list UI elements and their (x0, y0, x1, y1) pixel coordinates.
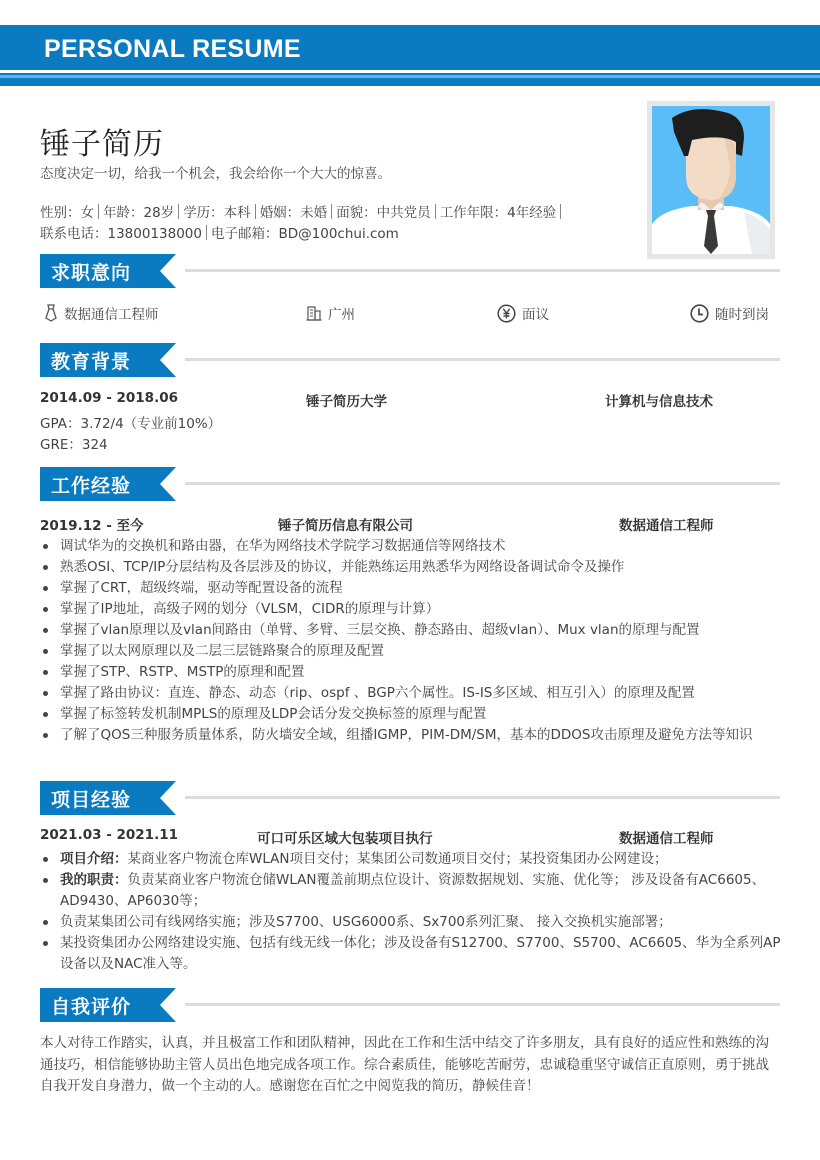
yen-icon (497, 304, 516, 323)
info-age: 年龄：28岁 (103, 205, 175, 221)
info-experience-years: 工作年限：4年经验 (439, 205, 557, 221)
section-title: 项目经验 (51, 789, 132, 811)
list-item (40, 912, 785, 933)
avatar-man-icon (652, 106, 770, 254)
list-item: 熟悉OSI、TCP/IP分层结构及各层涉及的协议，并能熟练运用熟悉华为网络设备调试命令及操作 (40, 557, 785, 578)
section-title: 求职意向 (51, 262, 132, 284)
list-item (40, 870, 785, 912)
section-title: 教育背景 (51, 351, 132, 373)
intent-city-label: 广州 (328, 307, 355, 323)
bullet-text: 某商业客户物流仓库WLAN项目交付；某集团公司数通项目交付；某投资集团办公网建设； (127, 851, 668, 867)
section-title: 自我评价 (51, 996, 132, 1018)
project-details-list (40, 849, 785, 975)
project-period: 2021.03 - 2021.11 (40, 827, 178, 843)
education-gre: GRE：324 (40, 437, 108, 453)
section-rule (185, 796, 780, 799)
resume-banner-title: PERSONAL RESUME (44, 35, 301, 63)
header-divider (0, 70, 820, 73)
candidate-name: 锤子简历 (40, 127, 164, 162)
info-email: 电子邮箱：BD@100chui.com (210, 226, 399, 242)
divider (178, 204, 179, 219)
job-intent-row (40, 303, 780, 325)
tie-icon (44, 304, 58, 322)
divider (98, 204, 99, 219)
list-item: 掌握了STP、RSTP、MSTP的原理和配置 (40, 662, 785, 683)
self-evaluation-text: 本人对待工作踏实，认真，并且极富工作和团队精神，因此在工作和生活中结交了许多朋友，具有良好的适应性和熟练的沟通技巧，相信能够协助主管人员出色地完成各项工作。综合素质佳，能够吃苦耐劳，忠诚稳重坚守诚信正直原则，勇于挑战自我开发自身潜力，做一个主动的人。感谢您在百忙之中阅览我的简历，静候佳音！ (40, 1035, 769, 1094)
list-item: 掌握了vlan原理以及vlan间路由（单臂、多臂、三层交换、静态路由、超级vlan）、Mux vlan的原理与配置 (40, 620, 785, 641)
avatar (652, 106, 770, 254)
bullet-label: 项目介绍： (60, 851, 128, 867)
header-accent-stripe (0, 75, 820, 78)
divider (331, 204, 332, 219)
divider (560, 204, 561, 219)
bullet-label: 我的职责： (60, 872, 128, 888)
education-school: 锤子简历大学 (306, 394, 387, 410)
education-entry-header (40, 390, 780, 410)
intent-position-label: 数据通信工程师 (64, 307, 159, 323)
building-icon (306, 305, 322, 321)
info-phone: 联系电话：13800138000 (40, 226, 202, 242)
section-title: 工作经验 (51, 475, 132, 497)
divider (255, 204, 256, 219)
section-work-experience (40, 467, 780, 501)
divider (435, 204, 436, 219)
personal-info-line-2 (40, 222, 399, 242)
bullet-text: 负责某集团公司有线网络实施；涉及S7700、USG6000系、Sx700系列汇聚、 接入交换机实施部署； (60, 914, 672, 930)
list-item: 掌握了以太网原理以及二层三层链路聚合的原理及配置 (40, 641, 785, 662)
intent-salary (497, 303, 549, 323)
project-name: 可口可乐区域大包装项目执行 (257, 831, 433, 847)
education-period: 2014.09 - 2018.06 (40, 390, 178, 406)
work-position: 数据通信工程师 (619, 518, 714, 534)
intent-availability-label: 随时到岗 (715, 307, 769, 323)
section-rule (185, 482, 780, 485)
list-item: 掌握了IP地址，高级子网的划分（VLSM，CIDR的原理与计算） (40, 599, 785, 620)
intent-availability (690, 303, 769, 323)
intent-city (306, 303, 355, 323)
work-entry-header (40, 514, 780, 534)
project-role: 数据通信工程师 (619, 831, 714, 847)
clock-icon (690, 304, 709, 323)
section-job-intent (40, 254, 780, 288)
info-political: 面貌：中共党员 (336, 205, 431, 221)
section-rule (185, 1003, 780, 1006)
section-education (40, 343, 780, 377)
work-duties-list (40, 536, 785, 746)
intent-position (44, 303, 159, 323)
project-entry-header (40, 827, 780, 847)
section-self-evaluation (40, 988, 780, 1022)
candidate-motto: 态度决定一切，给我一个机会，我会给你一个大大的惊喜。 (40, 166, 391, 182)
section-project-experience (40, 781, 780, 815)
list-item: 掌握了路由协议：直连、静态、动态（rip、ospf 、BGP六个属性。IS-IS多区域、相互引入）的原理及配置 (40, 683, 785, 704)
list-item: 了解了QOS三种服务质量体系，防火墙安全域，组播IGMP，PIM-DM/SM，基本的DDOS攻击原理及避免方法等知识 (40, 725, 785, 746)
list-item: 调试华为的交换机和路由器，在华为网络技术学院学习数据通信等网络技术 (40, 536, 785, 557)
intent-salary-label: 面议 (522, 307, 549, 323)
profile-photo-frame (647, 101, 775, 259)
work-period: 2019.12 - 至今 (40, 518, 144, 534)
section-rule (185, 358, 780, 361)
list-item: 掌握了标签转发机制MPLS的原理及LDP会话分发交换标签的原理与配置 (40, 704, 785, 725)
personal-info-line-1 (40, 201, 565, 221)
divider (206, 225, 207, 240)
bullet-text: 负责某商业客户物流仓储WLAN覆盖前期点位设计、资源数据规划、实施、优化等； 涉及设备有AC6605、AD9430、AP6030等； (60, 872, 766, 909)
info-marital: 婚姻：未婚 (259, 205, 328, 221)
bullet-text: 某投资集团办公网络建设实施、包括有线无线一体化；涉及设备有S12700、S7700、S5700、AC6605、华为全系列AP设备以及NAC准入等。 (60, 935, 781, 972)
info-degree: 学历：本科 (183, 205, 251, 221)
list-item (40, 933, 785, 975)
education-major: 计算机与信息技术 (605, 394, 713, 410)
list-item: 掌握了CRT，超级终端，驱动等配置设备的流程 (40, 578, 785, 599)
work-company: 锤子简历信息有限公司 (278, 518, 413, 534)
section-rule (185, 269, 780, 272)
info-gender: 性别：女 (40, 205, 94, 221)
list-item (40, 849, 785, 870)
education-gpa: GPA：3.72/4（专业前10%） (40, 416, 222, 432)
